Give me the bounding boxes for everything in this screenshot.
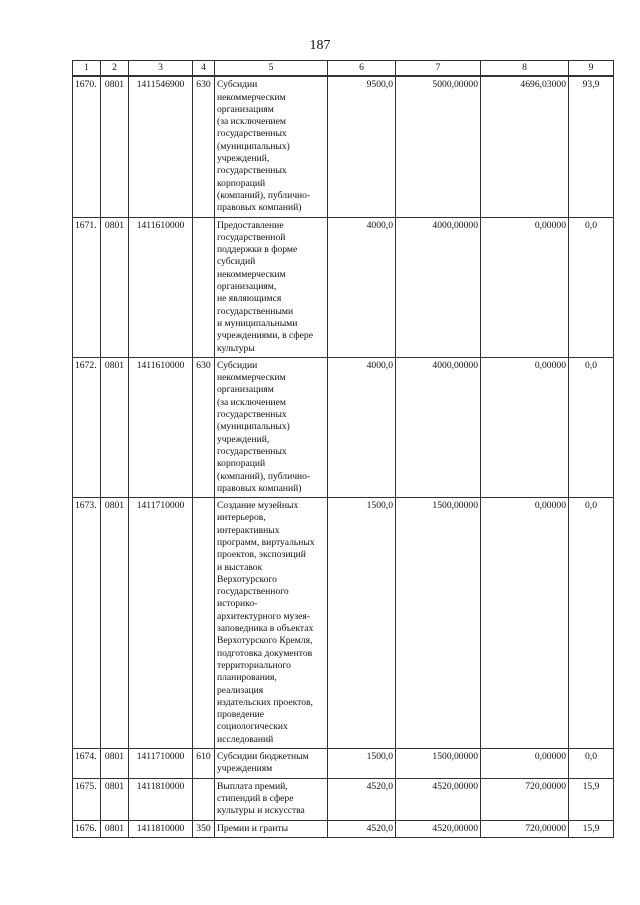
column-header-3: 3 [129,61,193,77]
item-name-line: Верхотурского [217,573,277,585]
column-header-1: 1 [73,61,101,77]
approved-amount: 4520,0 [328,778,396,820]
column-header-5: 5 [215,61,328,77]
executed-amount: 0,00000 [481,217,569,357]
item-name-line: заповедника в объектах [217,623,314,635]
expense-type-code: 630 [193,76,215,217]
executed-amount: 0,00000 [481,357,569,497]
column-header-7: 7 [396,61,481,77]
item-name-line: культуры [217,342,255,354]
item-name-line: стипендий в сфере [217,792,294,804]
item-name-line: (компаний), публично- [217,189,311,201]
item-name-line: социологических [217,721,288,733]
approved-amount: 4520,0 [328,820,396,837]
planned-amount: 4520,00000 [396,820,481,837]
item-name [215,217,328,357]
planned-amount: 4520,00000 [396,778,481,820]
item-name-line: и муниципальными [217,317,298,329]
budget-table [72,60,614,838]
item-name [215,498,328,749]
item-name-line: исследований [217,733,274,745]
item-name-line: государственной [217,231,286,243]
item-name [215,778,328,820]
planned-amount: 1500,00000 [396,749,481,779]
item-name [215,749,328,779]
section-code: 0801 [101,76,129,217]
column-header-9: 9 [569,61,614,77]
item-name-line: Субсидии [217,359,258,371]
item-name-line: (муниципальных) [217,421,290,433]
executed-amount: 0,00000 [481,749,569,779]
execution-percent: 93,9 [569,76,614,217]
target-article-code: 1411546900 [129,76,193,217]
item-name-line: организациям [217,103,274,115]
section-code: 0801 [101,498,129,749]
item-name-line: поддержки в форме [217,244,298,256]
item-name-line: правовых компаний) [217,202,302,214]
item-name-line: Субсидии бюджетным [217,751,309,763]
column-header-2: 2 [101,61,129,77]
execution-percent: 0,0 [569,749,614,779]
item-name-line: (за исключением [217,116,286,128]
column-header-8: 8 [481,61,569,77]
item-name [215,820,328,837]
item-name-line: корпораций [217,458,266,470]
executed-amount: 0,00000 [481,498,569,749]
item-name-line: не являющимся [217,293,282,305]
target-article-code: 1411810000 [129,820,193,837]
row-number: 1670. [73,76,101,217]
item-name-line: территориального [217,659,291,671]
execution-percent: 0,0 [569,498,614,749]
approved-amount: 1500,0 [328,749,396,779]
table-row [73,820,614,837]
expense-type-code: 350 [193,820,215,837]
executed-amount: 4696,03000 [481,76,569,217]
item-name-line: архитектурного музея- [217,610,310,622]
item-name-line: государственными [217,305,294,317]
item-name-line: Выплата премий, [217,780,288,792]
item-name-line: Предоставление [217,219,284,231]
item-name-line: учреждений, [217,433,270,445]
target-article-code: 1411810000 [129,778,193,820]
expense-type-code: 610 [193,749,215,779]
planned-amount: 1500,00000 [396,498,481,749]
item-name-line: государственного [217,586,289,598]
item-name-line: (муниципальных) [217,140,290,152]
item-name-line: и выставок [217,561,263,573]
execution-percent: 0,0 [569,357,614,497]
item-name-line: издательских проектов, [217,696,313,708]
approved-amount: 4000,0 [328,357,396,497]
item-name-line: Премии и гранты [217,822,289,834]
item-name-line: интерьеров, [217,512,266,524]
item-name-line: программ, виртуальных [217,536,315,548]
planned-amount: 4000,00000 [396,357,481,497]
column-header-6: 6 [328,61,396,77]
item-name-line: планирования, [217,672,277,684]
item-name-line: проведение [217,709,264,721]
execution-percent: 15,9 [569,820,614,837]
row-number: 1671. [73,217,101,357]
item-name-line: учреждениями, в сфере [217,330,313,342]
item-name-line: учреждений, [217,153,270,165]
item-name-line: Субсидии [217,79,258,91]
page-number: 187 [309,38,331,53]
item-name [215,357,328,497]
section-code: 0801 [101,749,129,779]
item-name-line: проектов, экспозиций [217,549,306,561]
section-code: 0801 [101,217,129,357]
section-code: 0801 [101,778,129,820]
item-name-line: реализация [217,684,264,696]
execution-percent: 0,0 [569,217,614,357]
approved-amount: 4000,0 [328,217,396,357]
item-name-line: некоммерческим [217,268,286,280]
execution-percent: 15,9 [569,778,614,820]
target-article-code: 1411610000 [129,217,193,357]
row-number: 1674. [73,749,101,779]
item-name-line: некоммерческим [217,91,286,103]
section-code: 0801 [101,357,129,497]
planned-amount: 4000,00000 [396,217,481,357]
executed-amount: 720,00000 [481,778,569,820]
item-name-line: учреждениям [217,763,273,775]
expense-type-code [193,778,215,820]
item-name-line: организациям, [217,281,277,293]
item-name-line: организациям [217,384,274,396]
item-name [215,76,328,217]
table-row [73,778,614,820]
target-article-code: 1411710000 [129,749,193,779]
table-body [73,76,614,837]
expense-type-code [193,498,215,749]
item-name-line: культуры и искусства [217,805,305,817]
executed-amount: 720,00000 [481,820,569,837]
header-row [73,61,614,77]
row-number: 1672. [73,357,101,497]
column-header-4: 4 [193,61,215,77]
row-number: 1675. [73,778,101,820]
planned-amount: 5000,00000 [396,76,481,217]
item-name-line: подготовка документов [217,647,313,659]
table-row [73,749,614,779]
row-number: 1676. [73,820,101,837]
row-number: 1673. [73,498,101,749]
item-name-line: Создание музейных [217,500,299,512]
item-name-line: интерактивных [217,524,280,536]
item-name-line: правовых компаний) [217,482,302,494]
item-name-line: субсидий [217,256,256,268]
item-name-line: (компаний), публично- [217,470,311,482]
item-name-line: (за исключением [217,396,286,408]
expense-type-code: 630 [193,357,215,497]
approved-amount: 1500,0 [328,498,396,749]
section-code: 0801 [101,820,129,837]
table-row [73,357,614,497]
expense-type-code [193,217,215,357]
item-name-line: государственных [217,128,287,140]
table-row [73,498,614,749]
item-name-line: историко- [217,598,258,610]
item-name-line: Верхотурского Кремля, [217,635,313,647]
table-row [73,76,614,217]
item-name-line: корпораций [217,177,266,189]
item-name-line: государственных [217,165,287,177]
item-name-line: государственных [217,445,287,457]
item-name-line: некоммерческим [217,372,286,384]
target-article-code: 1411610000 [129,357,193,497]
approved-amount: 9500,0 [328,76,396,217]
item-name-line: государственных [217,409,287,421]
table-row [73,217,614,357]
target-article-code: 1411710000 [129,498,193,749]
